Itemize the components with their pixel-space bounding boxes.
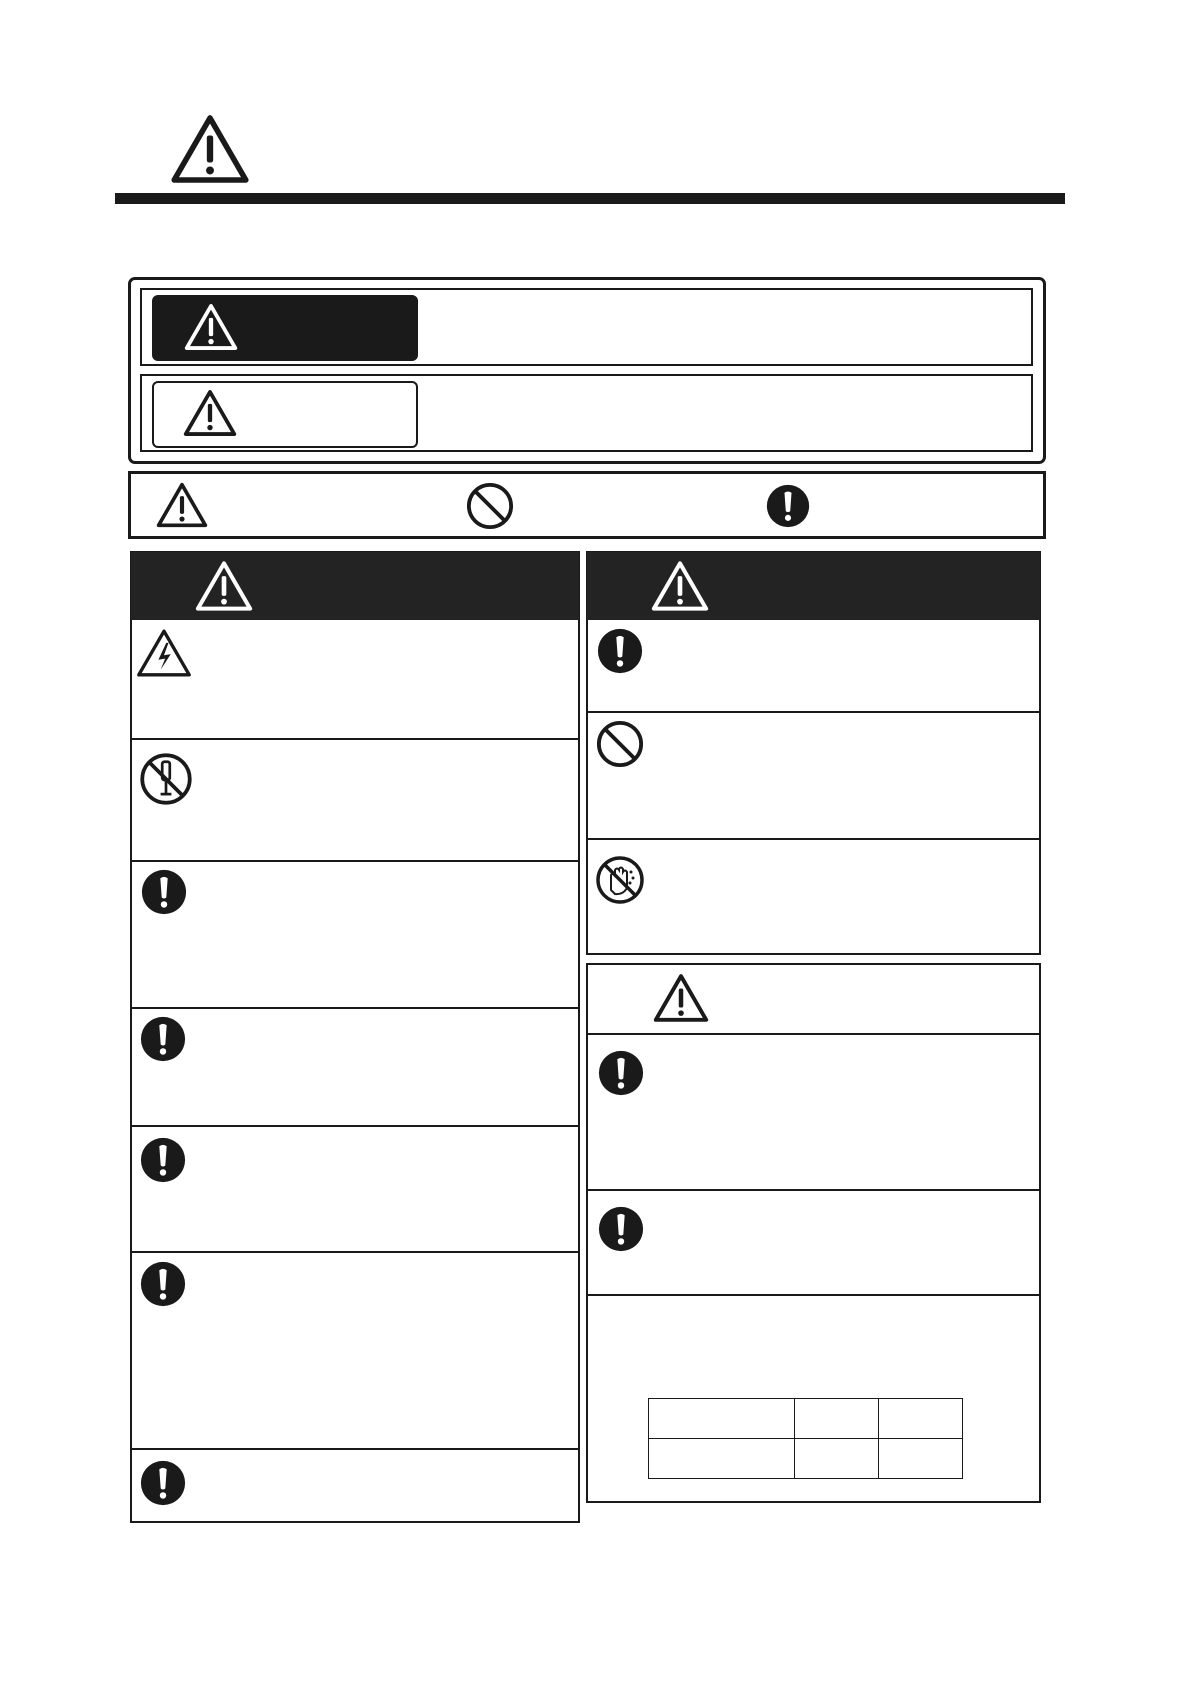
mandatory-action-icon: [141, 869, 187, 915]
no-disassembly-icon: [139, 752, 193, 806]
prohibition-icon: [596, 720, 644, 768]
mandatory-action-icon: [598, 1206, 644, 1252]
reference-table: [648, 1398, 963, 1479]
right-separator-3: [586, 1189, 1041, 1191]
mandatory-action-icon: [766, 484, 810, 528]
table-cell: [879, 1399, 963, 1439]
table-cell: [795, 1439, 879, 1479]
warning-triangle-icon: [653, 973, 709, 1023]
mandatory-action-icon: [140, 1137, 186, 1183]
right-caution-header-rule: [586, 1033, 1041, 1035]
left-separator-4: [130, 1125, 580, 1127]
warning-triangle-icon: [195, 560, 253, 612]
warning-triangle-icon: [156, 482, 208, 528]
right-separator-4: [586, 1294, 1041, 1296]
table-cell: [795, 1399, 879, 1439]
mandatory-action-icon: [598, 1050, 644, 1096]
left-separator-3: [130, 1007, 580, 1009]
right-separator-1: [586, 711, 1041, 713]
table-cell: [649, 1439, 795, 1479]
table-cell: [649, 1399, 795, 1439]
prohibition-icon: [466, 482, 514, 530]
right-separator-2: [586, 838, 1041, 840]
left-separator-2: [130, 860, 580, 862]
mandatory-action-icon: [140, 1016, 186, 1062]
no-wet-hands-icon: [595, 855, 645, 905]
table-cell: [879, 1439, 963, 1479]
left-separator-6: [130, 1448, 580, 1450]
warning-triangle-icon: [651, 560, 709, 612]
left-warning-panel: [130, 551, 580, 1523]
mandatory-action-icon: [140, 1261, 186, 1307]
warning-triangle-icon: [184, 303, 238, 351]
symbol-legend-strip: [128, 471, 1046, 539]
left-separator-1: [130, 738, 580, 740]
table-row: [649, 1399, 963, 1439]
warning-triangle-icon: [183, 389, 237, 437]
left-separator-5: [130, 1251, 580, 1253]
title-rule: [115, 193, 1065, 204]
mandatory-action-icon: [140, 1460, 186, 1506]
table-row: [649, 1439, 963, 1479]
electric-shock-icon: [136, 628, 192, 678]
mandatory-action-icon: [597, 628, 643, 674]
warning-triangle-icon: [170, 114, 250, 184]
